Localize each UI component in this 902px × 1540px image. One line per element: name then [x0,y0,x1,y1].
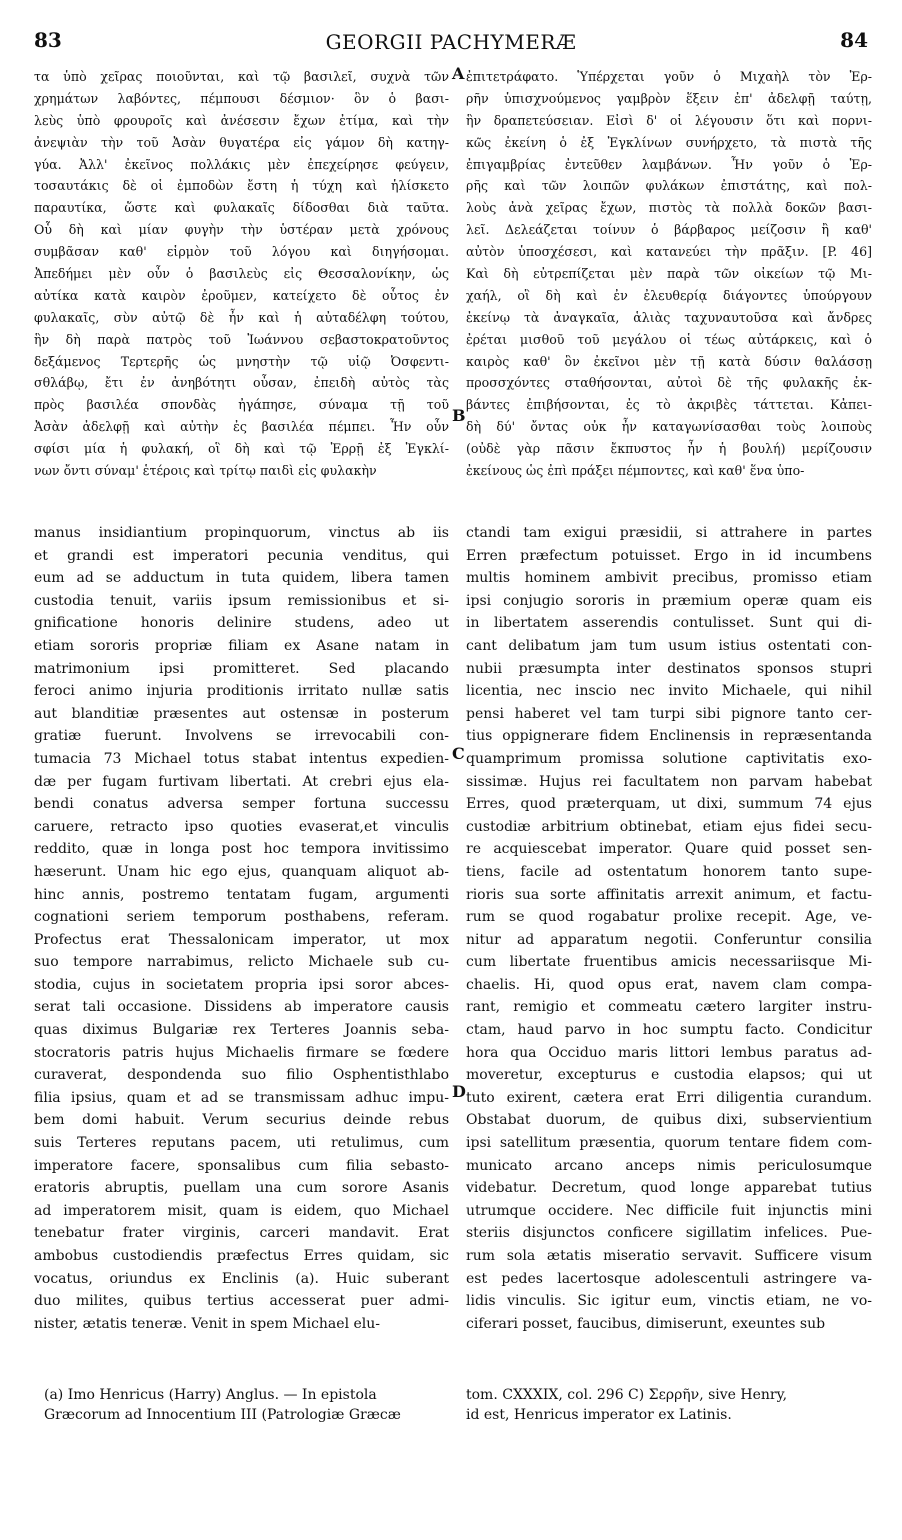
text-line: pensi haberet vel tam turpi sibi pignore tanto cer- [466,705,872,722]
text-line: ἐκείνους ὡς ἐπὶ πράξει πέμποντες, καὶ καθ' ἕνα ὑπο- [466,463,805,479]
text-line: Καὶ δὴ εὐτρεπίζεται μὲν παρὰ τῶν οἰκείων τῷ Μι- [466,266,872,282]
text-line: αὐτίκα κατὰ καιρὸν ἐροῦμεν, κατείχετο δὲ οὗτος ἐν [34,287,449,303]
text-line: moveretur, excepturus e custodia elapsos; qui ut [466,1067,872,1084]
text-line: tuto exirent, cætera erat Erri diligentia curandum. [466,1089,872,1106]
text-line: tumacia 73 Michael totus stabat intentus expedien- [34,750,449,767]
text-line: Ἀπεδήμει μὲν οὖν ὁ βασιλεὺς εἰς Θεσσαλονίκην, ὡς [34,266,449,282]
text-line: in libertatem asserendis contulisset. Sunt qui di- [466,615,872,632]
text-line: δὴ δύ' ὄντας οὐκ ἦν καταγωνίσασθαι τοὺς λοιποὺς [466,419,872,435]
text-line: gnificatione honoris delinire studens, adeo ut [34,615,449,632]
text-line: quamprimum promissa solutione captivitatis exo- [466,750,872,767]
text-line: est pedes lacertosque adolescentuli astringere va- [466,1270,872,1287]
text-line: ρῆς καὶ τῶν λοιπῶν φυλάκων ἐπιστάτης, καὶ πολ- [466,178,872,194]
text-line: eratoris abruptis, puellam una cum sorore Asanis [34,1180,449,1197]
text-line: rioris sua sorte affinitatis arrexit animum, et factu- [466,886,872,903]
text-line: multis hominem ambivit precibus, promisso etiam [466,570,872,587]
text-line: δεξάμενος Τερτερῆς ὡς μνηστὴν τῷ υἱῷ Ὀσφεντι- [34,353,449,369]
text-line: duo milites, quibus tertius accesserat puer admi- [34,1293,449,1310]
text-line: νων ὄντι σύναμ' ἑτέροις καὶ τρίτῳ παιδὶ εἰς φυλακὴν [34,463,377,479]
text-line: licentia, nec inscio nec invito Michaele, qui nihil [466,683,872,700]
text-line: αὐτὸν ὑποσχέσεσι, καὶ κατανεύει τὴν πρᾶξιν. [P. 46] [466,244,872,260]
text-line: σφίσι μία ἡ φυλακή, οἳ δὴ καὶ τῷ Ἐρρῇ ἐξ Ἐγκλί- [34,441,449,457]
text-line: συμβᾶσαν καθ' εἱρμὸν τοῦ λόγου καὶ διηγήσομαι. [34,244,449,260]
text-line: ad imperatorem misit, quam is eidem, quo Michael [34,1202,449,1219]
text-line: municato arcano anceps nimis periculosumque [466,1157,872,1174]
section-marker-d: D [452,1082,466,1101]
text-line: ἣν δὴ παρὰ πατρὸς τοῦ Ἰωάννου σεβαστοκρατοῦντος [34,331,449,347]
text-line: ἀνεψιὰν τὴν τοῦ Ἀσὰν θυγατέρα εἰς γάμον δὴ κατηγ- [34,134,449,150]
footnote-line: id est, Henricus imperator ex Latinis. [466,1407,732,1423]
text-line: custodiæ arbitrium obtinebat, etiam ejus fidei secu- [466,818,872,835]
text-line: τα ὑπὸ χεῖρας ποιοῦνται, καὶ τῷ βασιλεῖ, συχνὰ τῶν [34,69,449,84]
text-line: bem domi habuit. Verum securius deinde rebus [34,1112,449,1129]
text-line: προσσχόντες σταθήσονται, αὐτοὶ δὲ τῆς φυλακῆς ἐκ- [466,375,872,391]
text-line: παραυτίκα, ὥστε καὶ φυλακαῖς δίδοσθαι διὰ ταῦτα. [34,200,449,216]
text-line: ἣν δραπετεύσειαν. Εἰσὶ δ' οἱ λέγουσιν ὅτι καὶ πορνι- [466,112,872,128]
text-line: hinc annis, postremo tentatam fugam, argumenti [34,886,449,903]
text-line: vocatus, oriundus ex Enclinis (a). Huic suberant [34,1270,449,1287]
footnote-right [466,1385,872,1425]
text-line: cognationi seriem temporum posthabens, referam. [34,909,449,926]
text-line: nubii præsumpta inter destinatos sponsos stupri [466,660,872,677]
text-line: stodia, cujus in societatem propria ipsi soror abces- [34,976,449,993]
text-line: γύα. Ἀλλ' ἐκεῖνος πολλάκις μὲν ἐπεχείρησε φεύγειν, [34,156,449,172]
text-line: tenebatur frater virginis, carceri mandavit. Erat [34,1225,449,1242]
text-line: aut blanditiæ præsentes aut ostensæ in posterum [34,705,449,722]
text-line: caruere, retracto ipso quoties evaserat,et vinculis [34,818,449,835]
text-line: bendi conatus adversa semper fortuna successu [34,796,449,813]
text-line: φυλακαῖς, σὺν αὐτῷ δὲ ἦν καὶ ἡ αὐταδέλφη τούτου, [34,309,449,325]
text-line: matrimonium ipsi promitteret. Sed placando [34,660,449,677]
text-line: Ἀσὰν ἀδελφῇ καὶ αὐτὴν ἐς βασιλέα πέμπει. Ἦν οὖν [34,419,449,435]
text-line: λεὺς ὑπὸ φρουροῖς καὶ ἀνέσεσιν ἔχων ἐτίμα, καὶ τὴν [34,112,449,128]
text-line: ambobus custodiendis præfectus Erres quidam, sic [34,1248,449,1264]
text-line: rum se quod rogabatur prolixe recepit. Age, ve- [466,909,872,926]
page-header [0,28,902,56]
footnote-left [44,1385,449,1425]
text-line: cant delibatum jam tum usum istius ostentati con- [466,637,872,654]
text-line: κῶς ἐκείνη ὁ ἐξ Ἐγκλίνων συνήρχετο, τὰ πιστὰ τῆς [466,134,872,150]
text-line: utrumque occidere. Nec difficile fuit injunctis mini [466,1202,872,1219]
text-line: nister, ætatis teneræ. Venit in spem Michael elu- [34,1315,381,1332]
text-line: custodia tenuit, variis ipsum remissionibus et si- [34,592,449,609]
greek-column-left [34,66,449,482]
text-line: λοὺς ἀνὰ χεῖρας ἔχων, πιστὸς τὰ πολλὰ δοκῶν βασι- [466,200,872,216]
text-line: gratiæ fuerunt. Involvens se irrevocabili con- [34,728,449,745]
text-line: lidis vinculis. Sic igitur eum, vinctis etiam, ne vo- [466,1293,872,1310]
text-line: Erres, quod præterquam, ut dixi, summum 74 ejus [466,796,872,813]
text-line: βάντες ἐπιβήσονται, ἐς τὸ ἀκριβὲς τάττεται. Κἀπει- [466,397,872,413]
text-line: (οὐδὲ γὰρ πᾶσιν ἔκπυστος ἦν ἡ βουλή) μερίζουσιν [466,441,872,457]
text-line: re acquiescebat imperator. Quare quid posset sen- [466,841,872,858]
text-line: ἐπιτετράφατο. Ὑπέρχεται γοῦν ὁ Μιχαὴλ τὸν Ἐρ- [466,69,872,84]
text-line: chaelis. Hi, quod opus erat, navem clam compa- [466,976,872,993]
text-line: σθλάβῳ, ἔτι ἐν ἀνηβότητι οὖσαν, ἐπειδὴ αὐτὸς τὰς [34,375,449,391]
text-line: χρημάτων λαβόντες, πέμπουσι δέσμιον· ὃν ὁ βασι- [34,90,449,106]
text-line: hæserunt. Unam hic ego ejus, quanquam aliquot ab- [34,863,449,880]
text-line: ἐκείνῳ τὰ ἀναγκαῖα, ἁλιὰς ταχυναυτοῦσα καὶ ἄνδρες [466,309,872,325]
running-title: GEORGII PACHYMERÆ [325,30,577,54]
footnote-line: tom. CXXXIX, col. 296 C) Σερρῆν, sive Henry, [466,1387,788,1403]
text-line: suo tempore narrabimus, relicto Michaele sub cu- [34,954,449,971]
text-line: ρῆν ὑπισχνούμενος γαμβρὸν ἕξειν ἐπ' ἀδελφῇ ταύτῃ, [466,90,872,106]
text-line: filia ipsius, quam et ad se transmissam adhuc impu- [34,1089,449,1106]
text-line: et grandi est imperatori pecunia venditus, qui [34,547,449,564]
text-line: hora qua Occiduo maris littori lembus paratus ad- [466,1044,872,1061]
text-line: serat tali occasione. Dissidens ab imperatore causis [34,999,449,1016]
text-line: tiens, facile ad ostentatum honorem tanto supe- [466,863,872,880]
text-line: quas diximus Bulgariæ rex Terteres Joannis seba- [34,1022,449,1039]
text-line: feroci animo injuria proditionis irritato nullæ satis [34,683,449,700]
text-line: ἐρέται μισθοῦ τοῦ μεγάλου οἱ τέως αὐτάρκεις, καὶ ὁ [466,331,872,347]
text-line: ctam, haud parvo in hoc sumptu facto. Condicitur [466,1022,872,1039]
text-line: cum libertate fruentibus amicis necessariisque Mi- [466,954,872,971]
greek-column-right [466,66,872,482]
text-line: steriis disjunctos conficere sigillatim infelices. Pue- [466,1225,872,1242]
text-line: ciferari posset, faucibus, dimiserunt, exeuntes sub [466,1315,826,1332]
text-line: rant, remigio et commeatu cætero largiter instru- [466,999,872,1016]
text-line: etiam sororis propriæ filiam ex Asane natam in [34,637,449,654]
text-line: reddito, quæ in longa post hoc tempora invitissimo [34,841,449,858]
text-line: πρὸς βασιλέα σπονδὰς ἠγάπησε, σύναμα τῇ τοῦ [34,397,449,413]
page-number-right: 84 [840,28,868,52]
text-line: tius oppignerare fidem Enclinensis in repræsentanda [466,728,872,745]
text-line: manus insidiantium propinquorum, vinctus ab iis [34,525,449,541]
text-line: ipsi satellitum præsentia, quorum tentare fidem com- [466,1135,872,1152]
text-line: rum sola ætatis miseratio servavit. Sufficere visum [466,1248,872,1264]
section-marker-b: B [452,406,466,425]
footnote-line: (a) Imo Henricus (Harry) Anglus. — In epistola [44,1387,377,1403]
page-number-left: 83 [34,28,62,52]
text-line: Erren præfectum potuisset. Ergo in id incumbens [466,547,872,564]
text-line: τοσαυτάκις δὲ οἱ ἐμποδὼν ἔστη ἡ τύχη καὶ ἡλίσκετο [34,178,449,194]
section-marker-c: C [452,744,465,763]
text-line: χαήλ, οἳ δὴ καὶ ἐν ἐλευθερίᾳ διάγοντες ὑπούργουν [466,287,872,303]
text-line: stocratoris patris hujus Michaelis firmare se fœdere [34,1044,449,1061]
text-line: eum ad se adductum in tuta quidem, libera tamen [34,570,449,587]
section-marker-a: A [452,64,465,83]
text-line: Οὗ δὴ καὶ μίαν φυγὴν τὴν ὑστέραν μετὰ χρόνους [34,222,449,238]
latin-column-left [34,522,449,1335]
text-line: ctandi tam exigui præsidii, si attrahere in partes [466,525,872,541]
text-line: curaverat, despondenda suo filio Osphentisthlabo [34,1067,449,1084]
text-line: nitur ad apparatum negotii. Conferuntur consilia [466,931,872,948]
text-line: imperatore facere, sponsalibus cum filia sebasto- [34,1157,449,1174]
text-line: ἐπιγαμβρίας ἐντεῦθεν λαμβάνων. Ἦν γοῦν ὁ Ἐρ- [466,156,872,172]
latin-column-right [466,522,872,1335]
text-line: ipsi conjugio sororis in præmium operæ quam eis [466,592,872,609]
text-line: λεῖ. Δελεάζεται τοίνυν ὁ βάρβαρος μείζοσιν ἢ καθ' [466,222,872,238]
text-line: Obstabat duorum, de quibus dixi, subservientium [466,1112,872,1129]
text-line: sissimæ. Hujus rei facultatem non parvam habebat [466,773,872,790]
text-line: suis Terteres reputans pacem, uti retulimus, cum [34,1135,449,1152]
text-line: Profectus erat Thessalonicam imperator, ut mox [34,931,449,948]
text-line: dæ per fugam furtivam libertati. At crebri ejus ela- [34,773,449,790]
text-line: καιρὸς καθ' ὃν ἐκεῖνοι μὲν τῇ κατὰ δύσιν θαλάσσῃ [466,353,872,369]
footnote-line: Græcorum ad Innocentium III (Patrologiæ Græcæ [44,1407,401,1423]
text-line: videbatur. Decretum, quod longe apparebat tutius [466,1180,872,1197]
